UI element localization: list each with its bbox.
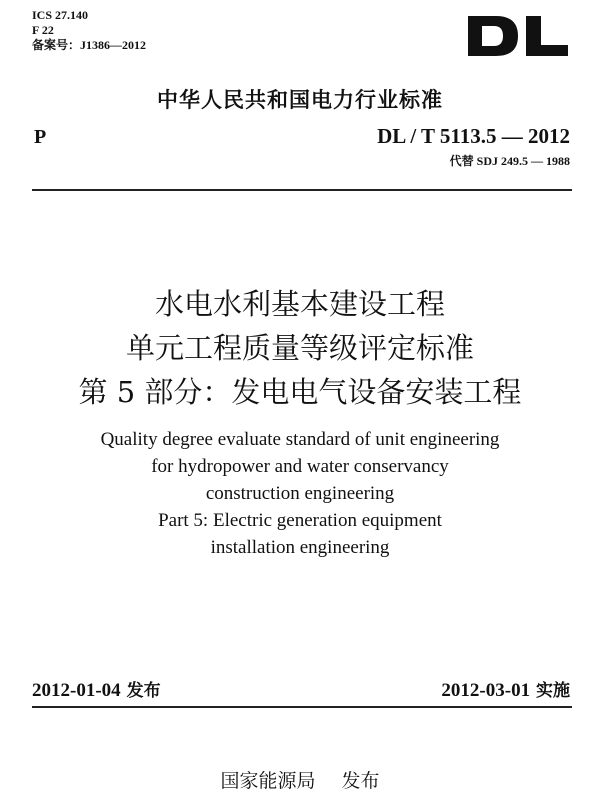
chinese-title xyxy=(0,282,600,414)
record-number: 备案号：J1386—2012 xyxy=(32,38,147,52)
issue-date-label: 发布 xyxy=(126,681,161,701)
implementation-date-label: 实施 xyxy=(536,681,570,701)
dl-logo xyxy=(466,14,570,58)
implementation-date-value: 2012-03-01 xyxy=(441,680,531,701)
implementation-date xyxy=(441,676,570,702)
english-title-line: Part 5: Electric generation equipment xyxy=(158,510,442,531)
english-title-line: installation engineering xyxy=(210,537,390,558)
standard-number: DL / T 5113.5 — 2012 xyxy=(377,124,570,148)
bottom-divider xyxy=(32,706,572,708)
publisher-name: 国家能源局 xyxy=(220,770,316,792)
issuer-header: 中华人民共和国电力行业标准 xyxy=(157,88,443,112)
issue-date xyxy=(32,676,161,702)
chinese-title-line: 单元工程质量等级评定标准 xyxy=(125,331,474,365)
english-title-line: Quality degree evaluate standard of unit engineering xyxy=(100,429,500,450)
classification-code: F 22 xyxy=(32,23,54,37)
replaces-standard: 代替 SDJ 249.5 — 1988 xyxy=(449,154,570,168)
document-metadata xyxy=(32,8,146,53)
chinese-title-line: 水电水利基本建设工程 xyxy=(154,287,445,321)
english-title-line: for hydropower and water conservancy xyxy=(151,456,449,477)
publisher-action: 发布 xyxy=(341,770,380,792)
chinese-title-line: 第 5 部分：发电电气设备安装工程 xyxy=(78,375,522,409)
issue-date-value: 2012-01-04 xyxy=(32,680,121,701)
ics-code: ICS 27.140 xyxy=(32,8,89,22)
english-title xyxy=(0,426,600,561)
english-title-line: construction engineering xyxy=(205,483,395,504)
top-divider xyxy=(32,189,572,191)
category-code: P xyxy=(34,126,47,148)
publisher-line xyxy=(0,766,600,793)
